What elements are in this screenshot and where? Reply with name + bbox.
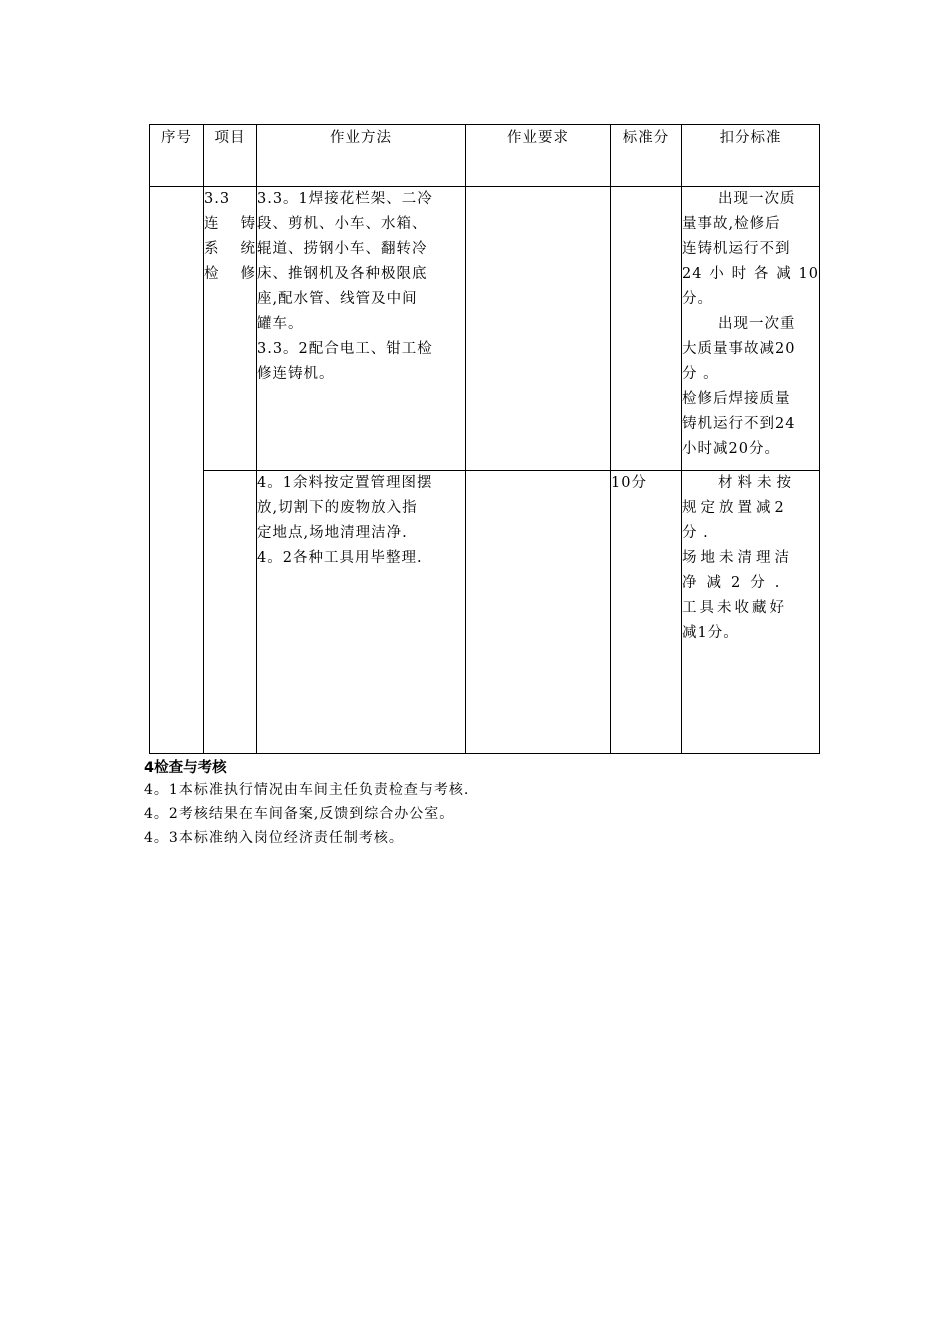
deduction-line: 分。 (682, 291, 713, 307)
item-line: 检修 (204, 266, 256, 282)
deduction-line: 铸机运行不到24 (682, 416, 796, 432)
header-score: 标准分 (611, 125, 682, 187)
deduction-line: 分 。 (682, 366, 719, 382)
section-title: 4检查与考核 (144, 760, 227, 776)
header-seq: 序号 (150, 125, 204, 187)
deduction-line: 小时减20分。 (682, 441, 780, 457)
score-value: 10分 (611, 475, 647, 491)
item-line: 系统 (204, 241, 256, 257)
deduction-line: 规定放置减2 (682, 500, 788, 516)
score-cell (611, 471, 682, 754)
method-line: 3.3。2配合电工、钳工检 (257, 341, 433, 357)
deduction-line: 分 . (682, 525, 709, 541)
method-line: 放,切割下的废物放入指 (257, 500, 418, 516)
method-line: 修连铸机。 (257, 366, 335, 382)
deduction-line: 大质量事故减20 (682, 341, 796, 357)
deduction-line: 减1分。 (682, 625, 739, 641)
item-cell (204, 187, 257, 471)
deduction-line: 材料未按 (718, 475, 796, 491)
requirement-cell (466, 471, 611, 754)
deduction-line: 检修后焊接质量 (682, 391, 791, 407)
score-cell (611, 187, 682, 471)
item-cell (204, 471, 257, 754)
method-line: 定地点,场地清理洁净. (257, 525, 408, 541)
header-item: 项目 (204, 125, 257, 187)
inspection-section (144, 758, 469, 850)
item-line: 3.3 (204, 191, 231, 207)
standard-table (149, 124, 820, 754)
method-line: 3.3。1焊接花栏架、二冷 (257, 191, 433, 207)
header-requirement: 作业要求 (466, 125, 611, 187)
deduction-line: 量事故,检修后 (682, 216, 781, 232)
deduction-line: 出现一次质 (718, 191, 796, 207)
method-line: 座,配水管、线管及中间 (257, 291, 418, 307)
method-line: 段、剪机、小车、水箱、 (257, 216, 428, 232)
header-deduction: 扣分标准 (682, 125, 820, 187)
section-item: 4。2考核结果在车间备案,反馈到综合办公室。 (144, 806, 455, 822)
deduction-line: 连铸机运行不到 (682, 241, 791, 257)
header-method: 作业方法 (257, 125, 466, 187)
item-line: 连铸 (204, 216, 256, 232)
method-cell (257, 187, 466, 471)
method-line: 罐车。 (257, 316, 304, 332)
deduction-line: 出现一次重 (718, 316, 796, 332)
deduction-line: 净减2分. (682, 575, 790, 591)
deduction-line: 场地未清理洁 (682, 550, 793, 566)
method-line: 4。1余料按定置管理图摆 (257, 475, 433, 491)
deduction-line: 工具未收藏好 (682, 600, 787, 616)
method-line: 床、推钢机及各种极限底 (257, 266, 428, 282)
method-cell (257, 471, 466, 754)
table-header-row (150, 125, 820, 187)
table-row (150, 471, 820, 754)
deduction-cell (682, 471, 820, 754)
deduction-cell (682, 187, 820, 471)
section-item: 4。1本标准执行情况由车间主任负责检查与考核. (144, 782, 470, 798)
table-row (150, 187, 820, 471)
requirement-cell (466, 187, 611, 471)
method-line: 4。2各种工具用毕整理. (257, 550, 423, 566)
method-line: 辊道、捞钢小车、翻转冷 (257, 241, 428, 257)
seq-cell (150, 187, 204, 754)
section-item: 4。3本标准纳入岗位经济责任制考核。 (144, 830, 404, 846)
deduction-line: 24小时各减10 (682, 266, 819, 282)
